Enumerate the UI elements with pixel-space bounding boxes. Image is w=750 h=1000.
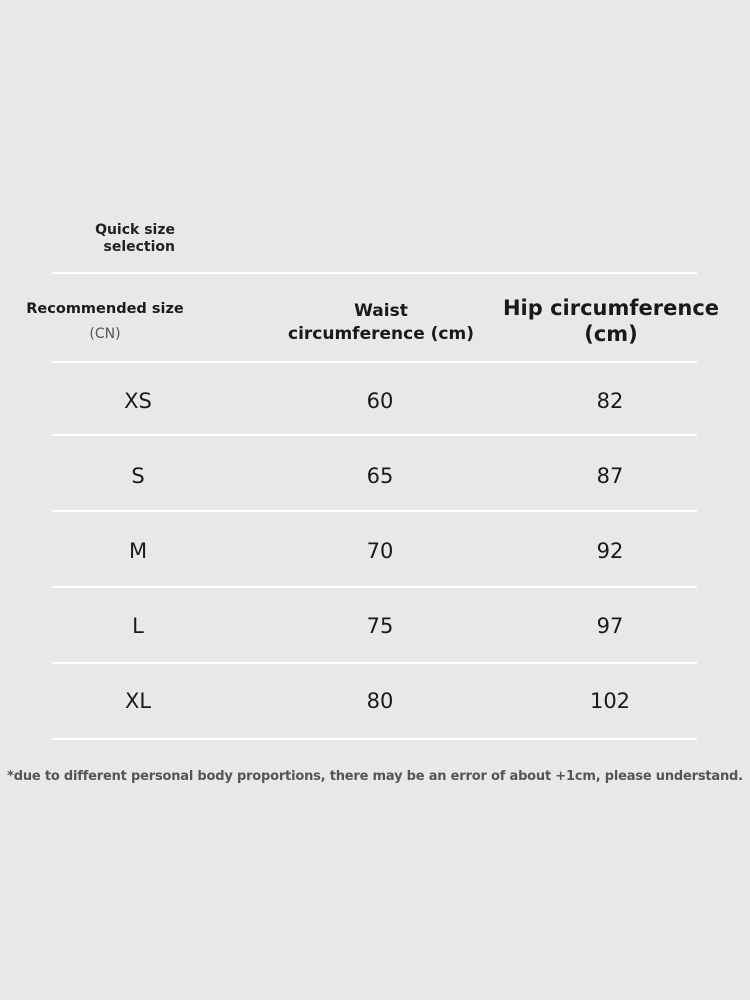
quick-size-line-2: selection: [103, 239, 175, 255]
size-cell: L: [132, 614, 144, 638]
footnote: *due to different personal body proportions, there may be an error of about +1cm, please understand.: [7, 769, 743, 784]
table-row: [0, 363, 750, 439]
size-cell: M: [128, 539, 148, 563]
hip-cell: 87: [596, 464, 624, 488]
quick-size-selection-label: [60, 222, 175, 256]
waist-cell: 80: [366, 689, 394, 713]
size-cell: S: [131, 464, 145, 488]
divider-top: [52, 272, 697, 274]
header-waist-line-2: circumference (cm): [288, 324, 474, 344]
header-waist-line-1: Waist: [354, 301, 408, 321]
hip-cell: 102: [589, 689, 631, 713]
header-hip-line-2: (cm): [584, 322, 638, 346]
hip-cell: 82: [596, 389, 624, 413]
table-row: [0, 663, 750, 739]
row-divider: [52, 510, 697, 512]
quick-size-line-1: Quick size: [95, 222, 175, 238]
hip-cell: 92: [596, 539, 624, 563]
size-cell: XL: [124, 689, 152, 713]
table-row: [0, 438, 750, 514]
header-recommended-size-region: (CN): [89, 326, 121, 342]
header-recommended-size: [22, 299, 188, 344]
header-waist-circumference: [270, 300, 492, 346]
waist-cell: 65: [366, 464, 394, 488]
waist-cell: 75: [366, 614, 394, 638]
hip-cell: 97: [596, 614, 624, 638]
table-row: [0, 588, 750, 664]
table-row: [0, 513, 750, 589]
waist-cell: 60: [366, 389, 394, 413]
header-hip-line-1: Hip circumference: [502, 296, 720, 320]
header-recommended-size-label: Recommended size: [26, 301, 184, 317]
header-hip-circumference: [500, 295, 722, 347]
row-divider: [52, 434, 697, 436]
waist-cell: 70: [366, 539, 394, 563]
divider-bottom: [52, 738, 697, 740]
size-cell: XS: [124, 389, 152, 413]
